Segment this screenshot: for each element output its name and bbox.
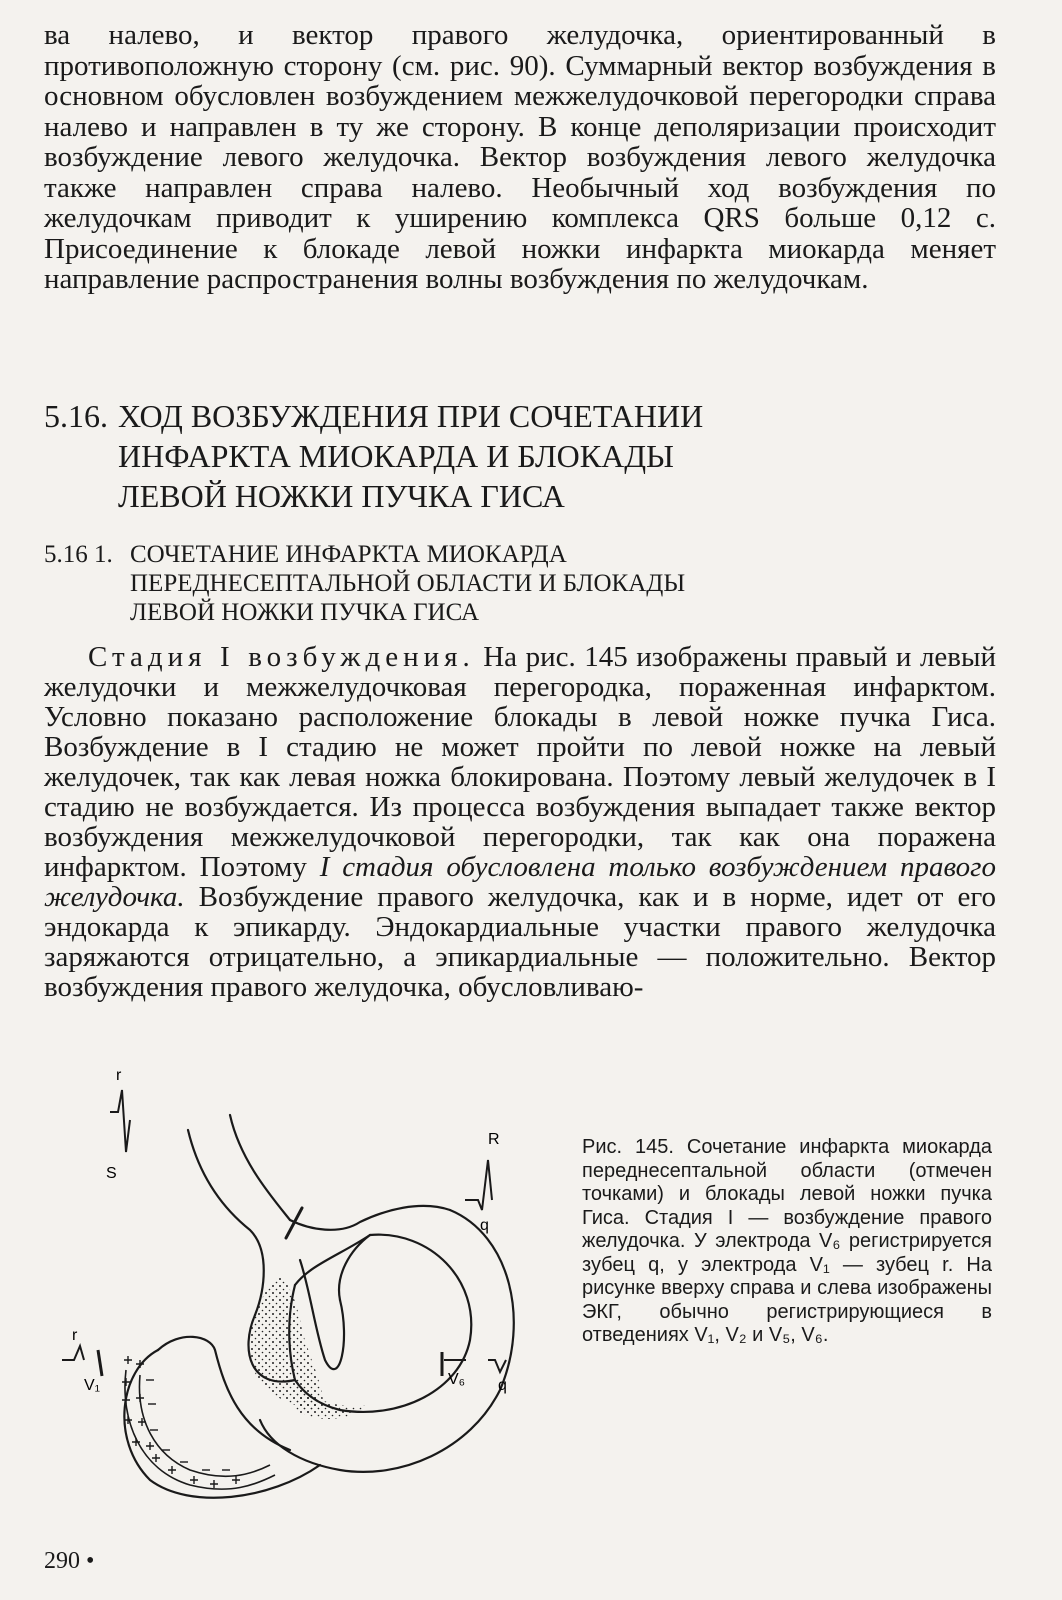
rv-charges bbox=[122, 1356, 275, 1489]
stage-text-a: На рис. 145 изображены правый и левый желудочки и межжелудочковая перегородка, пораженная инфарктом. Условно показано расположение блокады в левой ножке пучка Гиса. Возбуждение в I стадию не может пройти по левой ножке на левый желудочек, так как левая ножка блокирована. Поэтому левый желудочек в I стадию не возбуждается. Из процесса возбуждения выпадает также вектор возбуждения межжелудочковой перегородки, так как она поражена инфарктом. Поэтому bbox=[44, 641, 996, 883]
label-r-top: r bbox=[116, 1067, 122, 1084]
section-title-line-3: ЛЕВОЙ НОЖКИ ПУЧКА ГИСА bbox=[118, 478, 565, 514]
stage-italic: I стадия обусловлена только возбуждением правого желудочка. bbox=[44, 851, 996, 913]
infarct-area bbox=[248, 1275, 322, 1411]
label-s: S bbox=[106, 1165, 117, 1182]
page-number: 290 • bbox=[44, 1548, 95, 1574]
subsection-title-line-3: ЛЕВОЙ НОЖКИ ПУЧКА ГИСА bbox=[130, 599, 480, 626]
section-number: 5.16. bbox=[44, 398, 108, 434]
label-v6: V₆ bbox=[448, 1371, 466, 1388]
label-v1: V₁ bbox=[84, 1377, 101, 1394]
subsection-title-line-1: СОЧЕТАНИЕ ИНФАРКТА МИОКАРДА bbox=[130, 541, 567, 568]
subsection-title-line-2: ПЕРЕДНЕСЕПТАЛЬНОЙ ОБЛАСТИ И БЛОКАДЫ bbox=[130, 570, 686, 597]
label-q-bottom: q bbox=[498, 1377, 507, 1394]
subsection-number: 5.16 1. bbox=[44, 541, 113, 568]
ecg-left-bottom bbox=[62, 1346, 102, 1376]
section-title-line-1: ХОД ВОЗБУЖДЕНИЯ ПРИ СОЧЕТАНИИ bbox=[118, 398, 704, 434]
figure-caption: Рис. 145. Сочетание инфаркта миокарда переднесептальной области (отмечен точками) и блокады левой ножки пучка Гиса. Стадия I — возбуждение правого желудочка. У электрода V₆ регистрируется зубец q, у электрода V₁ — зубец r. На рисунке вверху справа и слева изображены ЭКГ, обычно регистрирующиеся в отведениях V₁, V₂ и V₅, V₆. bbox=[582, 1136, 992, 1346]
section-heading bbox=[44, 396, 944, 516]
label-q-right: q bbox=[480, 1217, 489, 1234]
ecg-right-top bbox=[465, 1160, 492, 1210]
label-R: R bbox=[488, 1131, 500, 1148]
paragraph-stage-1 bbox=[44, 642, 996, 1002]
stage-lead: Стадия I возбуждения. bbox=[88, 641, 475, 673]
vessel-outline bbox=[188, 1130, 264, 1315]
label-r-left: r bbox=[72, 1327, 78, 1344]
stage-text-b: Возбуждение правого желудочка, как и в норме, идет от его эндокарда к эпикарду. Эндокардиальные участки правого желудочка заряжаются отрицательно, а эпикардиальные — положительно. Вектор возбуждения правого желудочка, обусловливаю- bbox=[44, 881, 996, 1003]
subsection-heading bbox=[44, 540, 944, 627]
paragraph-continuation: ва налево, и вектор правого желудочка, ориентированный в противоположную сторону (см. рис. 90). Суммарный вектор возбуждения в основном обусловлен возбуждением межжелудочковой перегородки справа налево и направлен в ту же сторону. В конце деполяризации происходит возбуждение левого желудочка. Вектор возбуждения левого желудочка также направлен справа налево. Необычный ход возбуждения по желудочкам приводит к уширению комплекса QRS больше 0,12 с. Присоединение к блокаде левой ножки инфаркта миокарда меняет направление распространения волны возбуждения по желудочкам. bbox=[44, 19, 996, 295]
ecg-left-top bbox=[110, 1090, 130, 1152]
lv-inner bbox=[295, 1235, 471, 1412]
heart-diagram bbox=[40, 1060, 580, 1500]
section-title-line-2: ИНФАРКТА МИОКАРДА И БЛОКАДЫ bbox=[118, 438, 674, 474]
